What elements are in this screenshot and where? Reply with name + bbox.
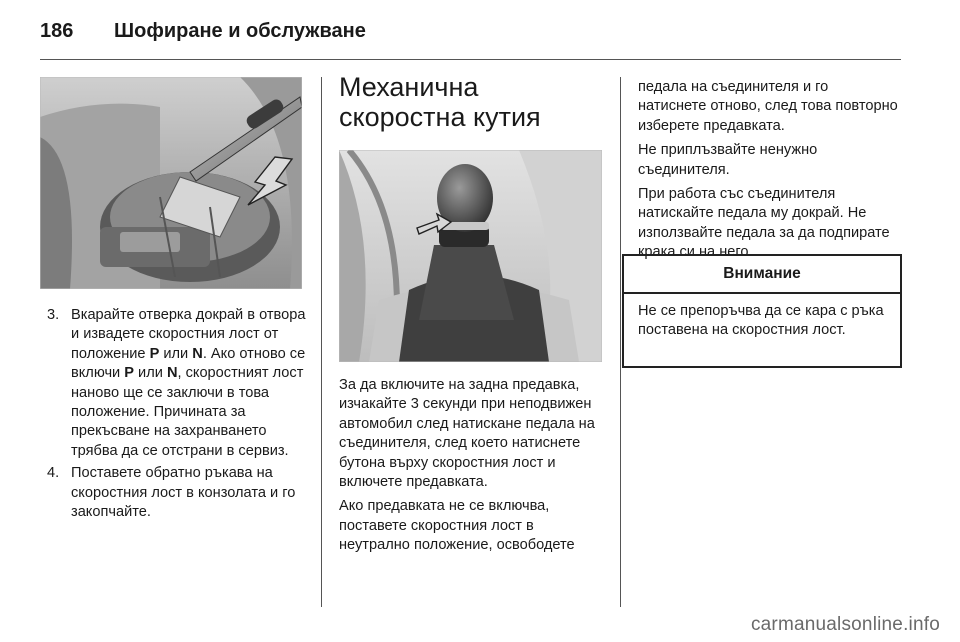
column-divider-1 — [321, 77, 322, 607]
column-3-text — [638, 78, 900, 268]
gear-label-n: N — [192, 345, 203, 362]
gear-knob-illustration — [339, 150, 602, 362]
list-item-step-3 — [40, 306, 308, 461]
paragraph: педала на съединителя и го натиснете отново, след това повторно изберете предавката. — [638, 79, 898, 134]
paragraph: Ако предавката не се включва, поставете скоростния лост в неутрално положение, освободете — [339, 498, 575, 554]
figure-screwdriver-shift-lever — [40, 77, 302, 289]
column-divider-2 — [620, 77, 621, 607]
step-text: . Ако отново се включи — [71, 345, 306, 382]
watermark: carmanualsonline.info — [750, 614, 940, 635]
step-text: или — [134, 365, 167, 382]
notice-box — [622, 254, 902, 368]
column-2-text — [339, 376, 604, 561]
list-item-step-4 — [40, 464, 308, 522]
section-title: Механична скоростна кутия — [339, 72, 541, 132]
paragraph: За да включите на задна предавка, изчакайте 3 секунди при неподвижен автомобил след натискане педала на съединителя, след което натиснете бутона върху скоростния лост и включете предавката. — [339, 377, 595, 491]
step-text: Вкарайте отверка докрай в отвора и извадете скоростния лост от положение — [71, 307, 306, 362]
screwdriver-illustration — [40, 77, 302, 289]
step-text: , скоростният лост наново ще се заключи в това положение. Причината за прекъсване на захранването трябва да се отстрани в сервиз. — [71, 365, 304, 459]
notice-text: Не се препоръчва да се кара с ръка поставена на скоростния лост. — [638, 303, 884, 339]
list-number: 3. — [47, 307, 60, 323]
column-1-text — [40, 306, 308, 525]
page-header-title: Шофиране и обслужване — [114, 20, 366, 42]
figure-gear-knob — [339, 150, 602, 362]
list-number: 4. — [47, 465, 60, 482]
paragraph: При работа със съединителя натискайте педала му докрай. Не използвайте педала за да подпирате крака си на него. — [638, 186, 890, 261]
gear-label-n: N — [166, 365, 178, 382]
paragraph: Не приплъзвайте ненужно съединителя. — [638, 142, 818, 178]
header-rule — [40, 59, 901, 60]
gear-label-p: P — [124, 365, 134, 382]
gear-label-p: P — [149, 345, 160, 362]
notice-heading: Внимание — [624, 256, 900, 294]
page-number: 186 — [40, 20, 74, 42]
step-text: Поставете обратно ръкава на скоростния лост в конзолата и го закопчайте. — [71, 465, 296, 521]
step-text: или — [159, 345, 193, 362]
